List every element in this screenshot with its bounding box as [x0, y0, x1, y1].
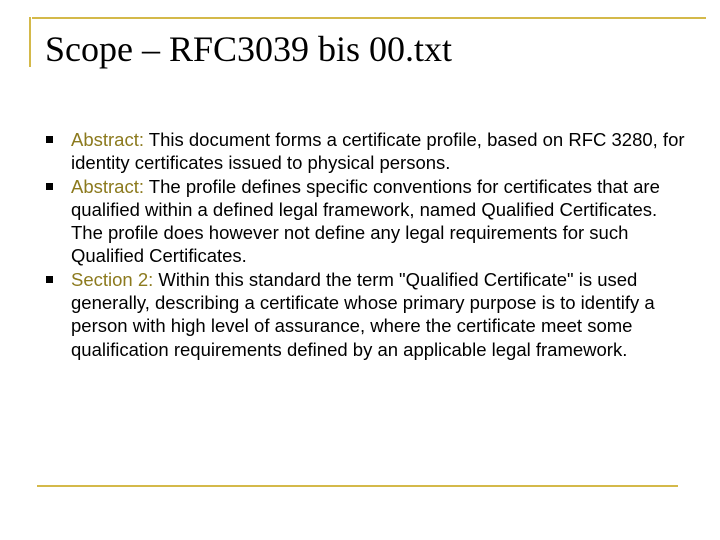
bullet-text: This document forms a certificate profile, based on RFC 3280, for identity certificates issued to physical persons.: [71, 129, 685, 174]
square-bullet-icon: [46, 276, 53, 283]
bullet-text: The profile defines specific conventions for certificates that are qualified within a defined legal framework, named Qualified Certificates. The profile does however not define any legal requirements for such Qualified Certificates.: [71, 175, 660, 267]
bullet-label: Section 2:: [71, 268, 154, 290]
slide-content: [45, 128, 685, 361]
left-divider: [29, 17, 31, 67]
bullet-item-abstract-1: [45, 128, 685, 175]
slide-title: Scope – RFC3039 bis 00.txt: [45, 29, 453, 69]
bottom-divider: [37, 485, 678, 487]
square-bullet-icon: [46, 183, 53, 190]
bullet-item-abstract-2: [45, 175, 685, 268]
bullet-text: Within this standard the term "Qualified Certificate" is used generally, describing a certificate whose primary purpose is to identify a person with high level of assurance, where the certificate meet some qualification requirements defined by an applicable legal framework.: [71, 268, 655, 360]
bullet-item-section-2: [45, 268, 685, 361]
top-divider: [32, 17, 706, 19]
bullet-label: Abstract:: [71, 129, 144, 150]
bullet-label: Abstract:: [71, 175, 144, 197]
bullet-list: [45, 128, 685, 361]
square-bullet-icon: [46, 136, 53, 143]
